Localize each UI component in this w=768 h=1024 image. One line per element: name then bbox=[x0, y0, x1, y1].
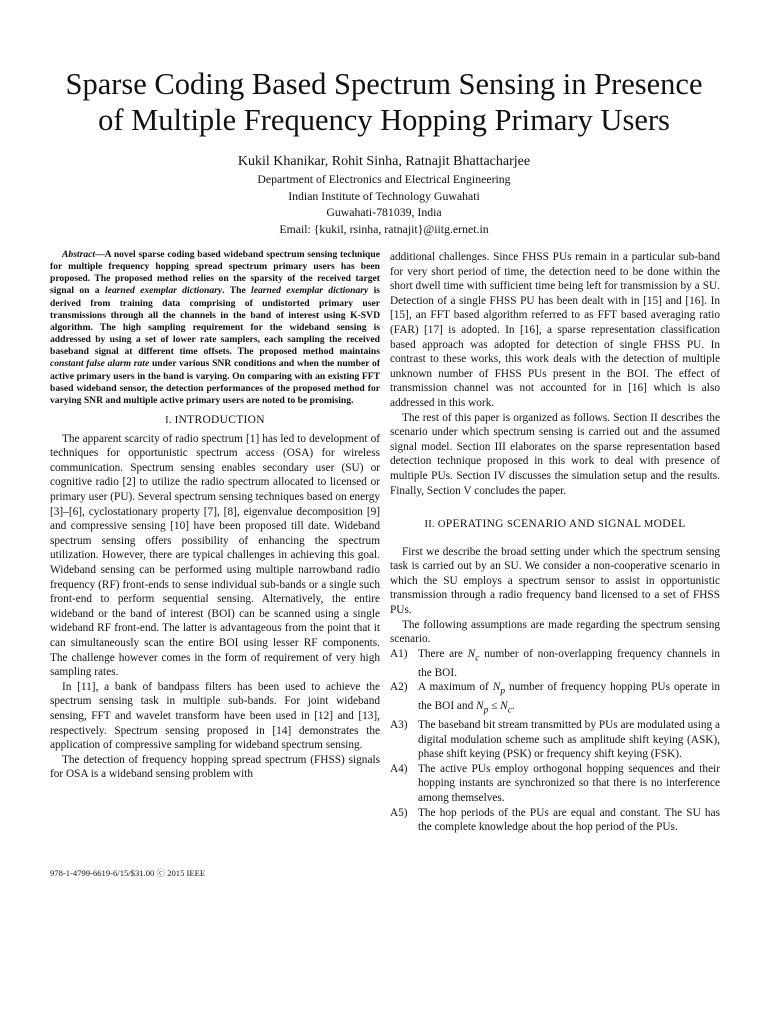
section-2-rest-1: PERATING bbox=[445, 518, 507, 531]
assumption-label: A1) bbox=[390, 647, 408, 660]
assumption-text: The baseband bit stream transmitted by PUs are modulated using a digital modulation scheme such as amplitude shift keying (ASK), phase shift keying (PSK) or frequency shift keying (FSK). bbox=[418, 718, 720, 761]
assumption-item-a5 bbox=[390, 806, 720, 835]
math-subscript: c bbox=[475, 653, 480, 664]
assumption-item-a3 bbox=[390, 718, 720, 762]
affiliation-block bbox=[40, 171, 728, 237]
assumption-label: A4) bbox=[390, 762, 408, 775]
assumption-list bbox=[390, 647, 720, 835]
math-symbol-n: N bbox=[500, 700, 508, 713]
section-2-cap-1: O bbox=[437, 519, 446, 531]
math-subscript: p bbox=[500, 686, 506, 697]
assumption-item-a1 bbox=[390, 647, 720, 680]
abstract-text-4: under various SNR conditions and when the number of active primary users in the band is varying. On comparing with an existing FFT based wideband sensor, the detection performances of the proposed method for varying SNR and multiple active primary users are noted to be promising. bbox=[50, 358, 381, 406]
assumption-item-a2 bbox=[390, 680, 720, 718]
assumption-a1-pre: There are bbox=[418, 647, 468, 660]
section-2-cap-2: S bbox=[506, 519, 514, 531]
assumptions-intro-paragraph: The following assumptions are made regarding the spectrum sensing scenario. bbox=[390, 618, 720, 646]
paper-title bbox=[40, 66, 728, 138]
intro-paragraph-1: The apparent scarcity of radio spectrum [1] has led to development of techniques for opportunistic spectrum access (OSA) for wireless communication. Spectrum sensing enables secondary user (SU) or cognitive radio [2] to utilize the radio spectrum allocated to licensed or primary user (PU). Several spectrum sensing techniques based on energy [3]–[6], cyclostationary property [7], [8], eigenvalue decomposition [9] and compressive sensing [10] have been proposed till date. Wideband spectrum sensing offers possibility of enhancing the spectrum utilization. However, there are typical challenges in achieving this goal. Wideband sensing can be performed using multiple narrowband radio frequency (RF) front-ends to sense individual sub-bands or a single such front-end to perform sequential sensing. Alternatively, the entire wideband or the band of interest (BOI) can be scanned using a single wideband RF front-end. The latter is advantageous from the point that it can simultaneously scan the entire BOI using lesser RF components. The challenge however comes in the form of requirement of very high sampling rates. bbox=[50, 432, 380, 679]
affiliation-email: Email: {kukil, rsinha, ratnajit}@iitg.ernet.in bbox=[279, 221, 489, 236]
math-symbol-n: N bbox=[467, 647, 476, 660]
section-1-number: I. bbox=[165, 415, 175, 427]
affiliation-city: Guwahati-781039, India bbox=[326, 205, 442, 219]
math-symbol-n: N bbox=[492, 681, 501, 694]
left-column bbox=[50, 249, 380, 782]
assumption-a2-post: . bbox=[511, 700, 515, 713]
intro-paragraph-3: The detection of frequency hopping spread spectrum (FHSS) signals for OSA is a wideband sensing problem with bbox=[50, 753, 380, 781]
abstract-emphasis-1: learned exemplar dictionary bbox=[104, 285, 223, 297]
right-column bbox=[390, 250, 720, 835]
abstract-paragraph bbox=[50, 249, 380, 407]
affiliation-institute: Indian Institute of Technology Guwahati bbox=[288, 188, 480, 203]
author-list: Kukil Khanikar, Rohit Sinha, Ratnajit Bhattacharjee bbox=[237, 154, 531, 169]
assumption-text: The active PUs employ orthogonal hopping sequences and their hopping instants are synchronized so that there is no interference among themselves. bbox=[418, 762, 720, 804]
assumption-text bbox=[418, 647, 720, 680]
abstract-emphasis-2: learned exemplar dictionary bbox=[251, 285, 369, 297]
title-line-2: of Multiple Frequency Hopping Primary Users bbox=[98, 103, 670, 137]
abstract bbox=[50, 249, 380, 407]
abstract-emphasis-3: constant false alarm rate bbox=[50, 358, 150, 370]
affiliation-department: Department of Electronics and Electrical Engineering bbox=[257, 172, 511, 186]
assumption-a1-post: number of non-overlapping frequency channels in the BOI. bbox=[418, 647, 721, 679]
title-line-1: Sparse Coding Based Spectrum Sensing in Presence bbox=[65, 67, 703, 101]
abstract-dash: — bbox=[95, 249, 105, 260]
paper-organization-paragraph: The rest of this paper is organized as follows. Section II describes the scenario under which spectrum sensing is carried out and the assumed signal model. Section III elaborates on the sparse representation based detection technique proposed in this work to deal with presence of multiple PUs. Section IV discusses the simulation setup and the results. Finally, Section V concludes the paper. bbox=[390, 411, 720, 497]
abstract-text-2: . The bbox=[222, 285, 252, 297]
abstract-text-1: A novel sparse coding based wideband spectrum sensing technique for multiple frequency hopping spread spectrum primary users has been proposed. The proposed method relies on the sparsity of the received target signal on a bbox=[50, 249, 380, 297]
math-subscript: c bbox=[507, 705, 512, 716]
intro-continuation-paragraph: additional challenges. Since FHSS PUs remain in a particular sub-band for very short period of time, the detection need to be done within the short dwell time with sufficient time being left for transmission by a SU. Detection of a single FHSS PU has been dealt with in [15] and [16]. In [15], an FFT based algorithm referred to as FFT based averaging ratio (FAR) [17] is adopted. In [16], a sparse representation classification based approach was adopted for detection of single FHSS PU. In contrast to these works, this work deals with the detection of multiple unknown number of FHSS PUs present in the BOI. The effect of transmission channel was not accounted for in [16] which is also addressed in this work. bbox=[390, 251, 720, 409]
assumption-label: A3) bbox=[390, 718, 408, 731]
assumption-text bbox=[418, 680, 720, 718]
copyright-footer: 978-1-4799-6619-6/15/$31.00 ⓒ 2015 IEEE bbox=[50, 868, 206, 878]
section-2-rest-4: ODEL bbox=[653, 518, 686, 531]
section-2-rest-3: IGNAL bbox=[604, 518, 645, 531]
assumption-label: A5) bbox=[390, 806, 408, 819]
scenario-paragraph: First we describe the broad setting under which the spectrum sensing task is carried out by an SU. We consider a non-cooperative scenario in which the SU employs a spectrum sensor to assist in opportunistic transmission through a radio frequency band licensed to a set of FHSS PUs. bbox=[390, 545, 720, 617]
section-2-cap-4: M bbox=[644, 519, 654, 531]
section-1-cap: I bbox=[174, 415, 179, 427]
section-1-heading bbox=[50, 413, 380, 429]
math-symbol-n: N bbox=[476, 700, 484, 713]
math-relation: ≤ bbox=[488, 700, 501, 713]
section-2-number: II. bbox=[424, 519, 438, 531]
abstract-text-3: is derived from training data comprising of undistorted primary user transmissions through all the channels in the band of interest using K-SVD algorithm. The high sampling requirement for the wideband sensing is addressed by using a set of lower rate samplers, each sampling the received baseband signal at different time offsets. The proposed method maintains bbox=[50, 285, 381, 358]
assumption-item-a4 bbox=[390, 762, 720, 806]
math-subscript: p bbox=[483, 705, 489, 716]
section-1-rest: NTRODUCTION bbox=[178, 414, 265, 427]
abstract-label: Abstract bbox=[62, 249, 96, 260]
section-2-heading bbox=[390, 517, 720, 533]
assumption-a2-mid: number of frequency hopping PUs operate in the BOI and bbox=[418, 681, 720, 713]
intro-paragraph-2: In [11], a bank of bandpass filters has been used to achieve the spectrum sensing task in multiple sub-bands. For joint wideband sensing, FFT and wavelet transform have been used in [12] and [13], respectively. Spectrum sensing proposed in [14] demonstrates the application of compressive sampling for wideband spectrum sensing. bbox=[50, 680, 380, 752]
assumption-text: The hop periods of the PUs are equal and constant. The SU has the complete knowledge about the hop period of the PUs. bbox=[418, 806, 720, 834]
section-2-cap-3: S bbox=[597, 519, 604, 531]
assumption-a2-pre: A maximum of bbox=[418, 681, 493, 694]
section-2-rest-2: CENARIO AND bbox=[513, 518, 598, 531]
assumption-label: A2) bbox=[390, 681, 408, 694]
